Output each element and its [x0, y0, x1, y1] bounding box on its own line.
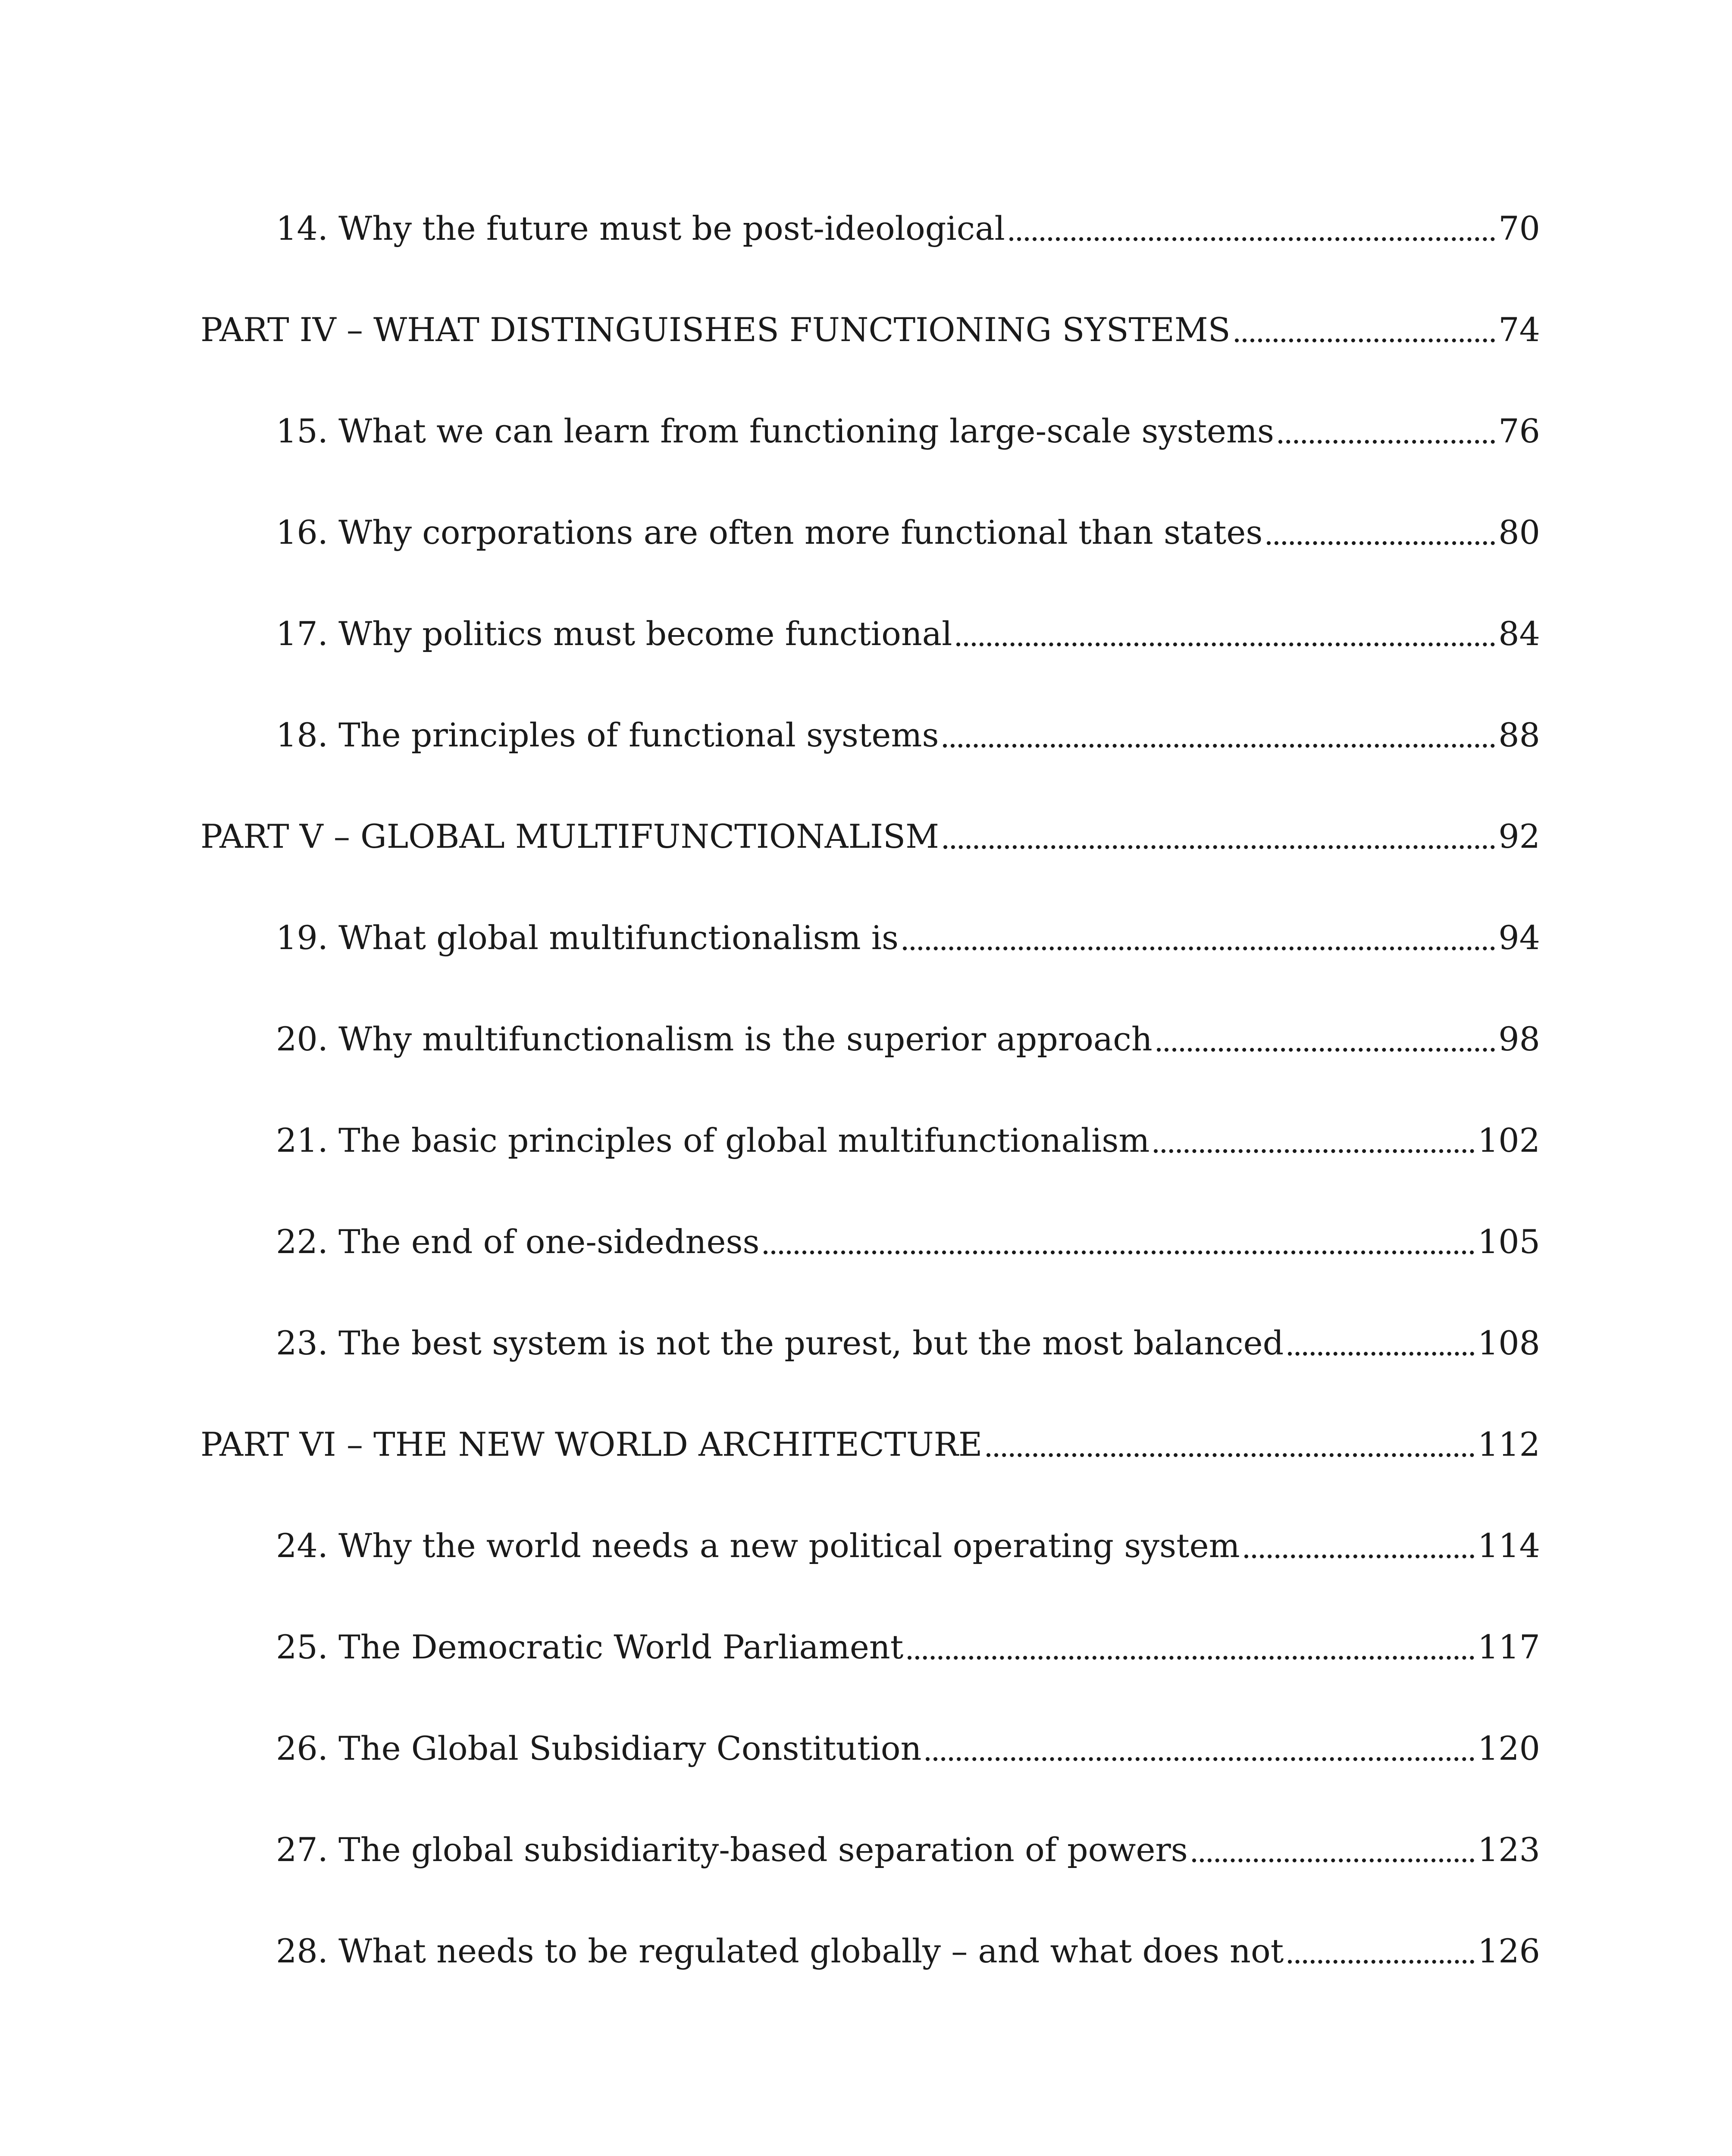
toc-entry-chapter-20[interactable]	[276, 1015, 1540, 1063]
toc-entry-chapter-26[interactable]	[276, 1725, 1540, 1772]
entry-page-number: 98	[1498, 1020, 1540, 1058]
entry-page-number: 76	[1498, 412, 1540, 450]
entry-page-number: 114	[1477, 1526, 1540, 1565]
toc-entry-chapter-21[interactable]	[276, 1117, 1540, 1164]
toc-entry-chapter-27[interactable]	[276, 1826, 1540, 1874]
toc-entry-chapter-19[interactable]	[276, 914, 1540, 962]
entry-title: 14. Why the future must be post-ideological	[276, 209, 1005, 248]
dot-leader	[908, 1656, 1474, 1660]
entry-page-number: 117	[1477, 1628, 1540, 1666]
dot-leader	[1235, 338, 1495, 342]
toc-entry-chapter-15[interactable]	[276, 407, 1540, 455]
dot-leader	[903, 946, 1495, 950]
toc-entry-part-v[interactable]	[200, 813, 1540, 860]
toc-entry-chapter-17[interactable]	[276, 610, 1540, 658]
toc-entry-chapter-22[interactable]	[276, 1218, 1540, 1266]
entry-page-number: 123	[1477, 1830, 1540, 1869]
dot-leader	[1244, 1554, 1474, 1558]
entry-title: 27. The global subsidiarity-based separation of powers	[276, 1830, 1188, 1869]
entry-page-number: 108	[1477, 1324, 1540, 1362]
toc-entry-chapter-24[interactable]	[276, 1522, 1540, 1570]
toc-entry-chapter-25[interactable]	[276, 1623, 1540, 1671]
dot-leader	[1009, 237, 1495, 241]
entry-title: 21. The basic principles of global multifunctionalism	[276, 1121, 1150, 1159]
entry-page-number: 92	[1498, 817, 1540, 856]
toc-entry-chapter-18[interactable]	[276, 711, 1540, 759]
entry-title: 26. The Global Subsidiary Constitution	[276, 1729, 922, 1767]
entry-page-number: 80	[1498, 513, 1540, 552]
toc-entry-chapter-28[interactable]	[276, 1927, 1540, 1975]
entry-title: 18. The principles of functional systems	[276, 716, 939, 754]
toc-entry-chapter-14[interactable]	[276, 205, 1540, 252]
dot-leader	[1192, 1858, 1474, 1862]
toc-entry-chapter-23[interactable]	[276, 1319, 1540, 1367]
entry-title: 17. Why politics must become functional	[276, 614, 952, 653]
entry-title: 19. What global multifunctionalism is	[276, 918, 899, 957]
entry-page-number: 70	[1498, 209, 1540, 248]
dot-leader	[1288, 1352, 1474, 1356]
entry-title: 15. What we can learn from functioning large-scale systems	[276, 412, 1275, 450]
dot-leader	[1154, 1149, 1474, 1153]
dot-leader	[943, 744, 1495, 748]
toc-entry-part-vi[interactable]	[200, 1421, 1540, 1468]
entry-page-number: 84	[1498, 614, 1540, 653]
dot-leader	[943, 845, 1495, 849]
dot-leader	[1288, 1960, 1474, 1964]
entry-page-number: 120	[1477, 1729, 1540, 1767]
dot-leader	[987, 1453, 1474, 1457]
entry-title: 22. The end of one-sidedness	[276, 1222, 760, 1261]
entry-title: PART VI – THE NEW WORLD ARCHITECTURE	[200, 1425, 983, 1463]
entry-title: 28. What needs to be regulated globally – and what does not	[276, 1932, 1284, 1970]
entry-title: 23. The best system is not the purest, but the most balanced	[276, 1324, 1284, 1362]
dot-leader	[956, 642, 1495, 646]
entry-page-number: 126	[1477, 1932, 1540, 1970]
entry-page-number: 74	[1498, 310, 1540, 349]
entry-page-number: 112	[1477, 1425, 1540, 1463]
entry-title: 16. Why corporations are often more functional than states	[276, 513, 1263, 552]
entry-title: 20. Why multifunctionalism is the superior approach	[276, 1020, 1153, 1058]
dot-leader	[1267, 541, 1495, 545]
entry-page-number: 102	[1477, 1121, 1540, 1159]
toc-entry-chapter-16[interactable]	[276, 509, 1540, 556]
entry-title: PART IV – WHAT DISTINGUISHES FUNCTIONING SYSTEMS	[200, 310, 1231, 349]
dot-leader	[764, 1250, 1474, 1254]
entry-page-number: 88	[1498, 716, 1540, 754]
dot-leader	[1157, 1048, 1495, 1052]
entry-page-number: 105	[1477, 1222, 1540, 1261]
entry-page-number: 94	[1498, 918, 1540, 957]
entry-title: 24. Why the world needs a new political operating system	[276, 1526, 1240, 1565]
dot-leader	[926, 1757, 1474, 1761]
entry-title: PART V – GLOBAL MULTIFUNCTIONALISM	[200, 817, 939, 856]
toc-entry-part-iv[interactable]	[200, 306, 1540, 354]
dot-leader	[1278, 440, 1495, 444]
entry-title: 25. The Democratic World Parliament	[276, 1628, 904, 1666]
